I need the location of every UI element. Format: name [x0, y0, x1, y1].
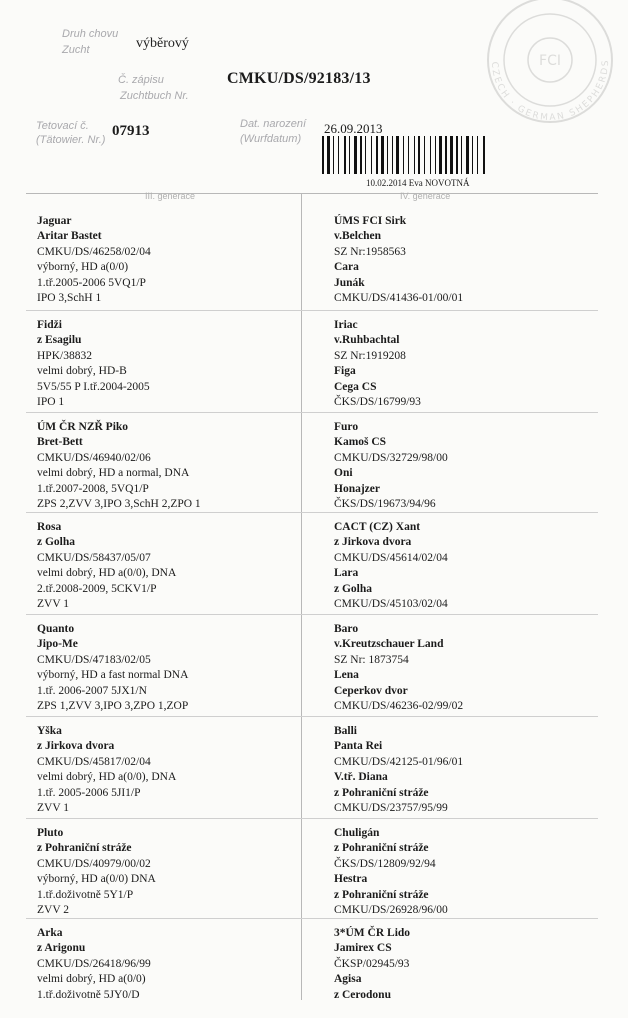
- barcode-bar: [392, 136, 393, 174]
- registration-number: CMKU/DS/92183/13: [227, 70, 371, 87]
- barcode-bar: [472, 136, 473, 174]
- dog-name-line: ÚM ČR NZŘ Piko: [37, 421, 129, 433]
- druh-chovu-label: Druh chovu: [62, 28, 119, 40]
- dog-name-line: z Golha: [334, 582, 373, 595]
- dog-info-line: CMKU/DS/45103/02/04: [334, 598, 448, 611]
- gen4-cell: [334, 622, 463, 714]
- dog-info-line: CMKU/DS/45817/02/04: [37, 755, 151, 768]
- dog-info-line: SZ Nr: 1873754: [334, 653, 409, 666]
- dog-name-line: Yška: [37, 725, 62, 737]
- dog-info-line: ZVV 1: [37, 598, 70, 611]
- datum-label-2: (Wurfdatum): [240, 133, 302, 145]
- dog-name-line: Figa: [334, 365, 356, 378]
- gen3-cell: [37, 826, 156, 918]
- barcode-bar: [459, 136, 460, 174]
- dog-info-line: velmi dobrý, HD-B: [37, 365, 127, 378]
- barcode-bar: [479, 136, 482, 174]
- barcode-bar: [410, 136, 413, 174]
- barcode-bar: [325, 136, 326, 174]
- dog-info-line: ZVV 2: [37, 904, 70, 917]
- dog-info-line: velmi dobrý, HD a(0/0): [37, 973, 146, 986]
- row-divider: [26, 310, 598, 311]
- row-divider: [26, 818, 598, 819]
- birth-date: 26.09.2013: [324, 121, 383, 136]
- row-divider: [26, 412, 598, 413]
- barcode-bar: [437, 136, 438, 174]
- barcode-bar: [421, 136, 423, 174]
- dog-info-line: ČKS/DS/12809/92/94: [334, 857, 436, 870]
- barcode-bar: [333, 136, 334, 174]
- dog-info-line: velmi dobrý, HD a normal, DNA: [37, 467, 190, 480]
- gen3-cell: [37, 520, 176, 612]
- dog-info-line: 1.tř.doživotně 5Y1/P: [37, 888, 134, 901]
- stamp-text: 10.02.2014 Eva NOVOTNÁ: [366, 178, 470, 188]
- barcode-bar: [322, 136, 324, 174]
- gen4-cell: [334, 826, 448, 918]
- dog-name-line: v.Belchen: [334, 230, 381, 243]
- barcode-bar: [396, 136, 399, 174]
- dog-info-line: SZ Nr:1958563: [334, 245, 406, 258]
- dog-name-line: z Pohraniční stráže: [334, 888, 429, 901]
- dog-info-line: 1.tř. 2006-2007 5JX1/N: [37, 684, 147, 697]
- dog-info-line: [334, 1003, 410, 1018]
- barcode-bar: [379, 136, 380, 174]
- dog-name-line: Junák: [334, 276, 365, 289]
- barcode-bar: [435, 136, 436, 174]
- barcode-bar: [448, 136, 449, 174]
- dog-info-line: 1.tř.doživotně 5JY0/D: [37, 988, 140, 1001]
- tetovaci-label: Tetovací č.: [36, 120, 89, 132]
- dog-name-line: Quanto: [37, 623, 75, 635]
- dog-name-line: v.Kreutzschauer Land: [334, 638, 444, 651]
- dog-name-line: Bret-Bett: [37, 436, 83, 449]
- barcode-bar: [408, 136, 409, 174]
- barcode: [322, 136, 530, 174]
- dog-info-line: 1.tř. 2005-2006 5JI1/P: [37, 786, 141, 799]
- gen4-cell: [334, 318, 421, 410]
- dog-name-line: V.tř. Diana: [334, 771, 388, 784]
- barcode-bar: [405, 136, 407, 174]
- dog-name-line: Jamirex CS: [334, 942, 392, 955]
- barcode-bar: [389, 136, 391, 174]
- dog-info-line: CMKU/DS/46940/02/06: [37, 451, 151, 464]
- dog-info-line: ZPS 2,ZVV 3,IPO 3,SchH 2,ZPO 1: [37, 498, 201, 511]
- dog-name-line: Aritar Bastet: [37, 230, 102, 243]
- dog-info-line: CMKU/DS/46236-02/99/02: [334, 700, 464, 713]
- barcode-bar: [351, 136, 353, 174]
- barcode-bar: [327, 136, 330, 174]
- dog-name-line: Fidži: [37, 319, 62, 331]
- dog-name-line: z Pohraniční stráže: [334, 842, 429, 855]
- datum-label: Dat. narození: [240, 118, 307, 130]
- barcode-bar: [354, 136, 357, 174]
- barcode-bar: [365, 136, 366, 174]
- barcode-bar: [477, 136, 478, 174]
- dog-info-line: ZVV 1: [37, 802, 70, 815]
- dog-info-line: CMKU/DS/32729/98/00: [334, 451, 448, 464]
- gen3-cell: [37, 420, 201, 512]
- dog-name-line: Ceperkov dvor: [334, 684, 408, 697]
- barcode-bar: [483, 136, 485, 174]
- dog-name-line: z Jirkova dvora: [334, 536, 412, 549]
- dog-name-line: Rosa: [37, 521, 62, 533]
- dog-info-line: IPO 3,SchH 1: [37, 292, 102, 305]
- dog-info-line: ČKS/DS/19673/94/96: [334, 498, 436, 511]
- barcode-bar: [474, 136, 476, 174]
- gen4-cell: [334, 926, 410, 1018]
- barcode-bar: [360, 136, 362, 174]
- gen4-cell: [334, 520, 448, 612]
- dog-name-line: Jipo-Me: [37, 638, 78, 651]
- barcode-bar: [463, 136, 465, 174]
- dog-info-line: CMKU/DS/58437/05/07: [37, 551, 151, 564]
- druh-chovu-value: výběrový: [136, 36, 189, 51]
- barcode-bar: [470, 136, 471, 174]
- barcode-bar: [443, 136, 444, 174]
- barcode-bar: [454, 136, 455, 174]
- dog-name-line: z Jirkova dvora: [37, 740, 115, 753]
- dog-info-line: ČKSP/02945/93: [334, 957, 410, 970]
- barcode-bar: [335, 136, 337, 174]
- barcode-bar: [381, 136, 384, 174]
- dog-info-line: 1.tř.2007-2008, 5VQ1/P: [37, 482, 149, 495]
- gen3-cell: [37, 926, 151, 1018]
- seal-icon: [470, 0, 628, 130]
- barcode-bar: [403, 136, 404, 174]
- zapisu-label-2: Zuchtbuch Nr.: [120, 90, 189, 102]
- dog-info-line: ZPS 1,ZVV 3,IPO 3,ZPO 1,ZOP: [37, 700, 189, 713]
- barcode-bar: [432, 136, 434, 174]
- seal-center: FCI: [539, 53, 561, 69]
- dog-info-line: CMKU/DS/45614/02/04: [334, 551, 448, 564]
- gen3-cell: [37, 214, 151, 306]
- barcode-bar: [363, 136, 364, 174]
- dog-info-line: IPO 1: [37, 396, 65, 409]
- dog-info-line: CMKU/DS/26418/96/99: [37, 957, 151, 970]
- dog-info-line: SZ Nr:1919208: [334, 349, 406, 362]
- barcode-bar: [373, 136, 375, 174]
- barcode-bar: [400, 136, 402, 174]
- barcode-bar: [445, 136, 447, 174]
- druh-chovu-label-2: Zucht: [62, 44, 90, 56]
- tetovaci-label-2: (Tätowier. Nr.): [36, 134, 106, 146]
- gen4-cell: [334, 724, 463, 816]
- gen3-cell: [37, 622, 188, 714]
- barcode-bar: [456, 136, 458, 174]
- dog-name-line: Balli: [334, 725, 358, 737]
- barcode-bar: [426, 136, 429, 174]
- dog-name-line: v.Ruhbachtal: [334, 334, 400, 347]
- barcode-bar: [416, 136, 417, 174]
- dog-name-line: Agisa: [334, 973, 362, 986]
- dog-info-line: CMKU/DS/41436-01/00/01: [334, 292, 464, 305]
- barcode-bar: [371, 136, 372, 174]
- barcode-bar: [450, 136, 453, 174]
- dog-name-line: Furo: [334, 421, 359, 433]
- barcode-bar: [387, 136, 388, 174]
- gen3-label: III. generace: [145, 191, 196, 201]
- dog-info-line: HPK/38832: [37, 349, 92, 362]
- dog-name-line: z Pohraniční stráže: [334, 786, 429, 799]
- dog-name-line: Baro: [334, 623, 359, 635]
- row-divider: [26, 614, 598, 615]
- barcode-bar: [394, 136, 395, 174]
- dog-info-line: velmi dobrý, HD a(0/0), DNA: [37, 567, 177, 580]
- dog-info-line: CMKU/DS/47183/02/05: [37, 653, 151, 666]
- zapisu-label: Č. zápisu: [118, 74, 164, 86]
- dog-info-line: CMKU/DS/46258/02/04: [37, 245, 151, 258]
- dog-name-line: Kamoš CS: [334, 436, 387, 449]
- barcode-bar: [338, 136, 339, 174]
- barcode-bar: [466, 136, 469, 174]
- dog-info-line: CMKU/DS/26928/96/00: [334, 904, 448, 917]
- dog-name-line: Hestra: [334, 873, 368, 886]
- dog-name-line: Arka: [37, 927, 63, 939]
- barcode-bar: [344, 136, 346, 174]
- dog-info-line: [37, 1003, 151, 1018]
- gen3-cell: [37, 318, 150, 410]
- dog-info-line: CMKU/DS/40979/00/02: [37, 857, 151, 870]
- seal-text: CZECH · GERMAN SHEPHERDS: [488, 58, 612, 124]
- row-divider: [26, 512, 598, 513]
- dog-name-line: z Golha: [37, 536, 76, 549]
- dog-name-line: z Arigonu: [37, 942, 86, 955]
- dog-name-line: Lena: [334, 669, 359, 682]
- dog-info-line: výborný, HD a(0/0): [37, 261, 129, 274]
- barcode-bar: [414, 136, 415, 174]
- barcode-bar: [347, 136, 348, 174]
- dog-name-line: z Pohraniční stráže: [37, 842, 132, 855]
- dog-info-line: výborný, HD a(0/0) DNA: [37, 873, 156, 886]
- gen4-label: IV. generace: [400, 191, 451, 201]
- dog-name-line: z Esagilu: [37, 334, 82, 347]
- dog-name-line: Iriac: [334, 319, 358, 331]
- barcode-bar: [367, 136, 370, 174]
- barcode-bar: [439, 136, 442, 174]
- dog-name-line: Lara: [334, 567, 359, 580]
- barcode-bar: [424, 136, 425, 174]
- barcode-bar: [461, 136, 462, 174]
- dog-info-line: 1.tř.2005-2006 5VQ1/P: [37, 276, 146, 289]
- dog-name-line: ÚMS FCI Sirk: [334, 215, 407, 227]
- dog-name-line: Chuligán: [334, 827, 380, 839]
- dog-info-line: výborný, HD a fast normal DNA: [37, 669, 189, 682]
- dog-name-line: Pluto: [37, 827, 64, 839]
- dog-name-line: Cara: [334, 261, 359, 274]
- dog-info-line: 2.tř.2008-2009, 5CKV1/P: [37, 582, 157, 595]
- barcode-bar: [486, 136, 487, 174]
- dog-name-line: Panta Rei: [334, 740, 383, 753]
- dog-name-line: Honajzer: [334, 482, 380, 495]
- row-divider: [26, 918, 598, 919]
- tattoo-number: 07913: [112, 123, 150, 139]
- dog-info-line: 5V5/55 P I.tř.2004-2005: [37, 380, 150, 393]
- barcode-bar: [331, 136, 332, 174]
- barcode-bar: [376, 136, 378, 174]
- column-divider: [301, 193, 302, 1000]
- dog-name-line: Oni: [334, 467, 353, 480]
- barcode-bar: [385, 136, 386, 174]
- dog-name-line: z Cerodonu: [334, 988, 391, 1001]
- dog-name-line: CACT (CZ) Xant: [334, 521, 421, 533]
- barcode-bar: [430, 136, 431, 174]
- barcode-bar: [358, 136, 359, 174]
- gen3-cell: [37, 724, 176, 816]
- barcode-bar: [418, 136, 420, 174]
- dog-info-line: CMKU/DS/42125-01/96/01: [334, 755, 464, 768]
- dog-info-line: velmi dobrý, HD a(0/0), DNA: [37, 771, 177, 784]
- barcode-bar: [340, 136, 343, 174]
- dog-info-line: CMKU/DS/23757/95/99: [334, 802, 448, 815]
- barcode-bar: [349, 136, 350, 174]
- dog-name-line: Jaguar: [37, 215, 72, 227]
- dog-info-line: ČKS/DS/16799/93: [334, 396, 421, 409]
- dog-name-line: Cega CS: [334, 380, 377, 393]
- dog-name-line: 3*ÚM ČR Lido: [334, 927, 411, 939]
- gen4-cell: [334, 214, 463, 306]
- row-divider: [26, 716, 598, 717]
- gen4-cell: [334, 420, 448, 512]
